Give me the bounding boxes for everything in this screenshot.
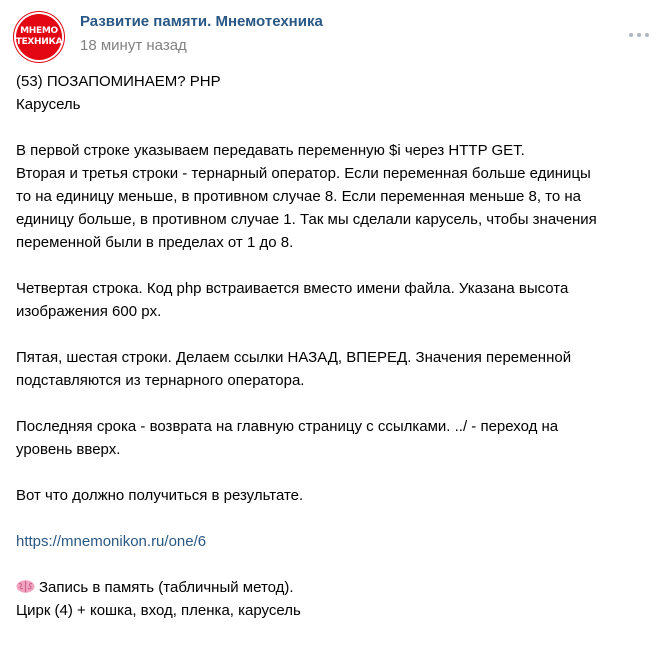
post-title-line: (53) ПОЗАПОМИНАЕМ? PHP xyxy=(16,73,221,90)
text-line: Четвертая строка. Код php встраивается вместо имени файла. Указана высота xyxy=(16,280,569,297)
memo-line: Цирк (4) + кошка, вход, пленка, карусель xyxy=(16,602,301,619)
avatar-text-bottom: ТЕХНИКА xyxy=(15,37,63,47)
paragraph-links xyxy=(16,346,656,392)
author-name[interactable]: Развитие памяти. Мнемотехника xyxy=(80,13,323,30)
text-line: В первой строке указываем передавать переменную $i через HTTP GET. xyxy=(16,142,525,159)
dot xyxy=(637,33,641,37)
post-title xyxy=(16,70,656,116)
paragraph-variables xyxy=(16,139,656,254)
text-line: единицу больше, в противном случае 1. Так мы сделали карусель, чтобы значения xyxy=(16,211,597,228)
memo-title-line xyxy=(16,576,656,599)
post-link[interactable]: https://mnemonikon.ru/one/6 xyxy=(16,533,207,550)
post-text xyxy=(16,70,656,645)
paragraph-result xyxy=(16,484,656,507)
avatar[interactable] xyxy=(14,12,64,62)
text-line: переменной были в пределах от 1 до 8. xyxy=(16,234,294,251)
text-line: Вторая и третья строки - тернарный оператор. Если переменная больше единицы xyxy=(16,165,591,182)
text-line: изображения 600 px. xyxy=(16,303,162,320)
text-line: уровень вверх. xyxy=(16,441,121,458)
paragraph-last-line xyxy=(16,415,656,461)
dot xyxy=(629,33,633,37)
text-line: Пятая, шестая строки. Делаем ссылки НАЗАД, ВПЕРЕД. Значения переменной xyxy=(16,349,572,366)
brain-icon xyxy=(16,579,35,593)
post-subtitle-line: Карусель xyxy=(16,96,81,113)
paragraph-image xyxy=(16,277,656,323)
text-line: Вот что должно получиться в результате. xyxy=(16,487,304,504)
more-dots-icon[interactable] xyxy=(629,30,649,40)
dot xyxy=(645,33,649,37)
avatar-text-top: МНЕМО xyxy=(20,26,58,36)
post-header xyxy=(14,12,652,62)
text-line: Последняя срока - возврата на главную страницу с ссылками. ../ - переход на xyxy=(16,418,559,435)
memo-block xyxy=(16,576,656,622)
text-line: то на единицу меньше, в противном случае 8. Если переменная меньше 8, то на xyxy=(16,188,582,205)
post-time[interactable]: 18 минут назад xyxy=(80,37,187,54)
paragraph-link xyxy=(16,530,656,553)
memo-title: Запись в память (табличный метод). xyxy=(39,579,294,596)
text-line: подставляются из тернарного оператора. xyxy=(16,372,305,389)
